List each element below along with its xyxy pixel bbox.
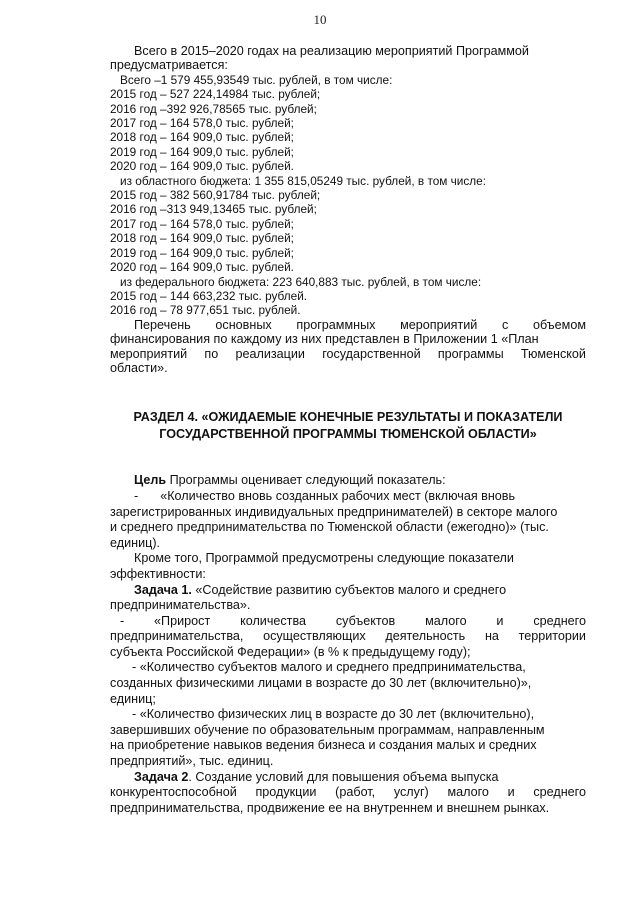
word: на xyxy=(484,629,499,644)
task-2-text: . Создание условий для повышения объема выпуска xyxy=(188,769,499,784)
funding-total: Всего –1 579 455,93549 тыс. рублей, в том числе: xyxy=(120,72,393,87)
word: и xyxy=(507,785,515,800)
funding-regional-year: 2019 год – 164 909,0 тыс. рублей; xyxy=(110,245,294,260)
funding-total-year: 2020 год – 164 909,0 тыс. рублей. xyxy=(110,159,294,174)
page-content xyxy=(110,44,586,816)
bullet-dash: - xyxy=(134,488,139,503)
word: среднего xyxy=(533,613,586,628)
word: реализации xyxy=(235,346,305,361)
efficiency-line-2: эффективности: xyxy=(110,566,206,581)
task-1-bullet-1-line-2 xyxy=(110,629,586,645)
word: с xyxy=(502,317,509,332)
funding-regional-year: 2020 год – 164 909,0 тыс. рублей. xyxy=(110,260,294,275)
goal-line xyxy=(110,473,586,489)
task-1-bullet-2-line-3: единиц; xyxy=(110,691,156,706)
word: среднего xyxy=(533,785,586,800)
goal-label: Цель xyxy=(134,473,167,488)
word: Перечень xyxy=(134,317,191,332)
goal-line-3: и среднего предпринимательства по Тюменской области (ежегодно)» (тыс. xyxy=(110,520,549,535)
activities-list-line-2: финансирования по каждому из них представлен в Приложении 1 «План xyxy=(110,332,539,347)
word: программы xyxy=(437,346,504,361)
funding-regional-year: 2015 год – 382 560,91784 тыс. рублей; xyxy=(110,188,321,203)
task-2-line-1 xyxy=(110,770,586,786)
funding-regional-year: 2018 год – 164 909,0 тыс. рублей; xyxy=(110,231,294,246)
word: объемом xyxy=(532,317,586,332)
goal-line-2: зарегистрированных индивидуальных предпринимателей) в секторе малого xyxy=(110,504,558,519)
funding-total-year: 2015 год – 527 224,14984 тыс. рублей; xyxy=(110,87,321,102)
word: осуществляющих xyxy=(263,629,366,644)
efficiency-line-1: Кроме того, Программой предусмотрены следующие показатели xyxy=(134,551,514,566)
word: Тюменской xyxy=(520,346,586,361)
word: мероприятий xyxy=(110,346,188,361)
task-1-line-1 xyxy=(110,583,586,599)
funding-federal-year: 2016 год – 78 977,651 тыс. рублей. xyxy=(110,303,301,318)
funding-total-year: 2018 год – 164 909,0 тыс. рублей; xyxy=(110,130,294,145)
word: и xyxy=(496,613,504,628)
funding-section xyxy=(110,44,586,375)
task-1-bullet-2-line-1: - «Количество субъектов малого и среднего предпринимательства, xyxy=(132,660,526,675)
section-4-heading xyxy=(110,409,586,443)
word: малого xyxy=(425,613,467,628)
activities-list-line-3 xyxy=(110,347,586,361)
funding-regional-year: 2017 год – 164 578,0 тыс. рублей; xyxy=(110,216,294,231)
word: услуг) xyxy=(393,785,429,800)
task-1-bullet-1-line-3: субъекта Российской Федерации» (в % к предыдущему году); xyxy=(110,644,471,659)
word: количества xyxy=(240,613,307,628)
activities-list-line-1 xyxy=(110,318,586,332)
funding-regional-year: 2016 год –313 949,13465 тыс. рублей; xyxy=(110,202,317,217)
word: - xyxy=(120,613,125,628)
task-1-bullet-2-line-2: созданных физическими лицами в возрасте до 30 лет (включительно)», xyxy=(110,676,532,691)
word: по xyxy=(204,346,219,361)
section-4-title-line-1: РАЗДЕЛ 4. «ОЖИДАЕМЫЕ КОНЕЧНЫЕ РЕЗУЛЬТАТЫ И ПОКАЗАТЕЛИ xyxy=(133,410,563,425)
funding-intro-line-1: Всего в 2015–2020 годах на реализацию мероприятий Программой xyxy=(134,44,529,58)
funding-intro-line-2: предусматривается: xyxy=(110,58,228,73)
word: предпринимательства, xyxy=(110,629,244,644)
goal-bullet-text: «Количество вновь созданных рабочих мест (включая вновь xyxy=(160,488,516,503)
task-2-line-2 xyxy=(110,785,586,801)
results-section xyxy=(110,473,586,816)
goal-line-4: единиц). xyxy=(110,535,161,550)
activities-list-line-4: области». xyxy=(110,360,168,375)
section-4-title-line-2: ГОСУДАРСТВЕННОЙ ПРОГРАММЫ ТЮМЕНСКОЙ ОБЛАСТИ» xyxy=(159,427,537,442)
funding-total-year: 2017 год – 164 578,0 тыс. рублей; xyxy=(110,116,294,131)
word: программных xyxy=(296,317,376,332)
task-1-bullet-3-line-4: предприятий», тыс. единиц. xyxy=(110,754,274,769)
task-2-label: Задача 2 xyxy=(134,769,189,784)
word: территории xyxy=(518,629,586,644)
word: малого xyxy=(447,785,489,800)
word: субъектов xyxy=(335,613,396,628)
word: основных xyxy=(215,317,272,332)
funding-total-year: 2016 год –392 926,78565 тыс. рублей; xyxy=(110,101,317,116)
word: мероприятий xyxy=(400,317,478,332)
task-1-bullet-3-line-2: завершивших обучение по образовательным программам, направленным xyxy=(110,722,545,737)
task-1-line-2: предпринимательства». xyxy=(110,598,251,613)
task-1-label: Задача 1. xyxy=(134,582,192,597)
page-number: 10 xyxy=(313,12,327,27)
task-1-bullet-3-line-1: - «Количество физических лиц в возрасте до 30 лет (включительно), xyxy=(132,707,535,722)
word: государственной xyxy=(322,346,421,361)
task-1-bullet-3-line-3: на приобретение навыков ведения бизнеса и создания малых и средних xyxy=(110,738,537,753)
word: продукции xyxy=(255,785,317,800)
word: «Прирост xyxy=(154,613,211,628)
task-2-line-3: предпринимательства, продвижение ее на внутреннем и внешнем рынках. xyxy=(110,800,550,815)
funding-total-year: 2019 год – 164 909,0 тыс. рублей; xyxy=(110,144,294,159)
word: деятельность xyxy=(385,629,466,644)
word: (работ, xyxy=(335,785,376,800)
goal-bullet xyxy=(110,489,586,505)
task-1-text: «Содействие развитию субъектов малого и среднего xyxy=(191,582,507,597)
word: конкурентоспособной xyxy=(110,785,237,800)
goal-text: Программы оценивает следующий показатель: xyxy=(166,473,446,488)
funding-federal: из федерального бюджета: 223 640,883 тыс. рублей, в том числе: xyxy=(120,274,482,289)
funding-federal-year: 2015 год – 144 663,232 тыс. рублей. xyxy=(110,288,308,303)
task-1-bullet-1-line-1 xyxy=(110,614,586,630)
funding-regional: из областного бюджета: 1 355 815,05249 тыс. рублей, в том числе: xyxy=(120,173,487,188)
